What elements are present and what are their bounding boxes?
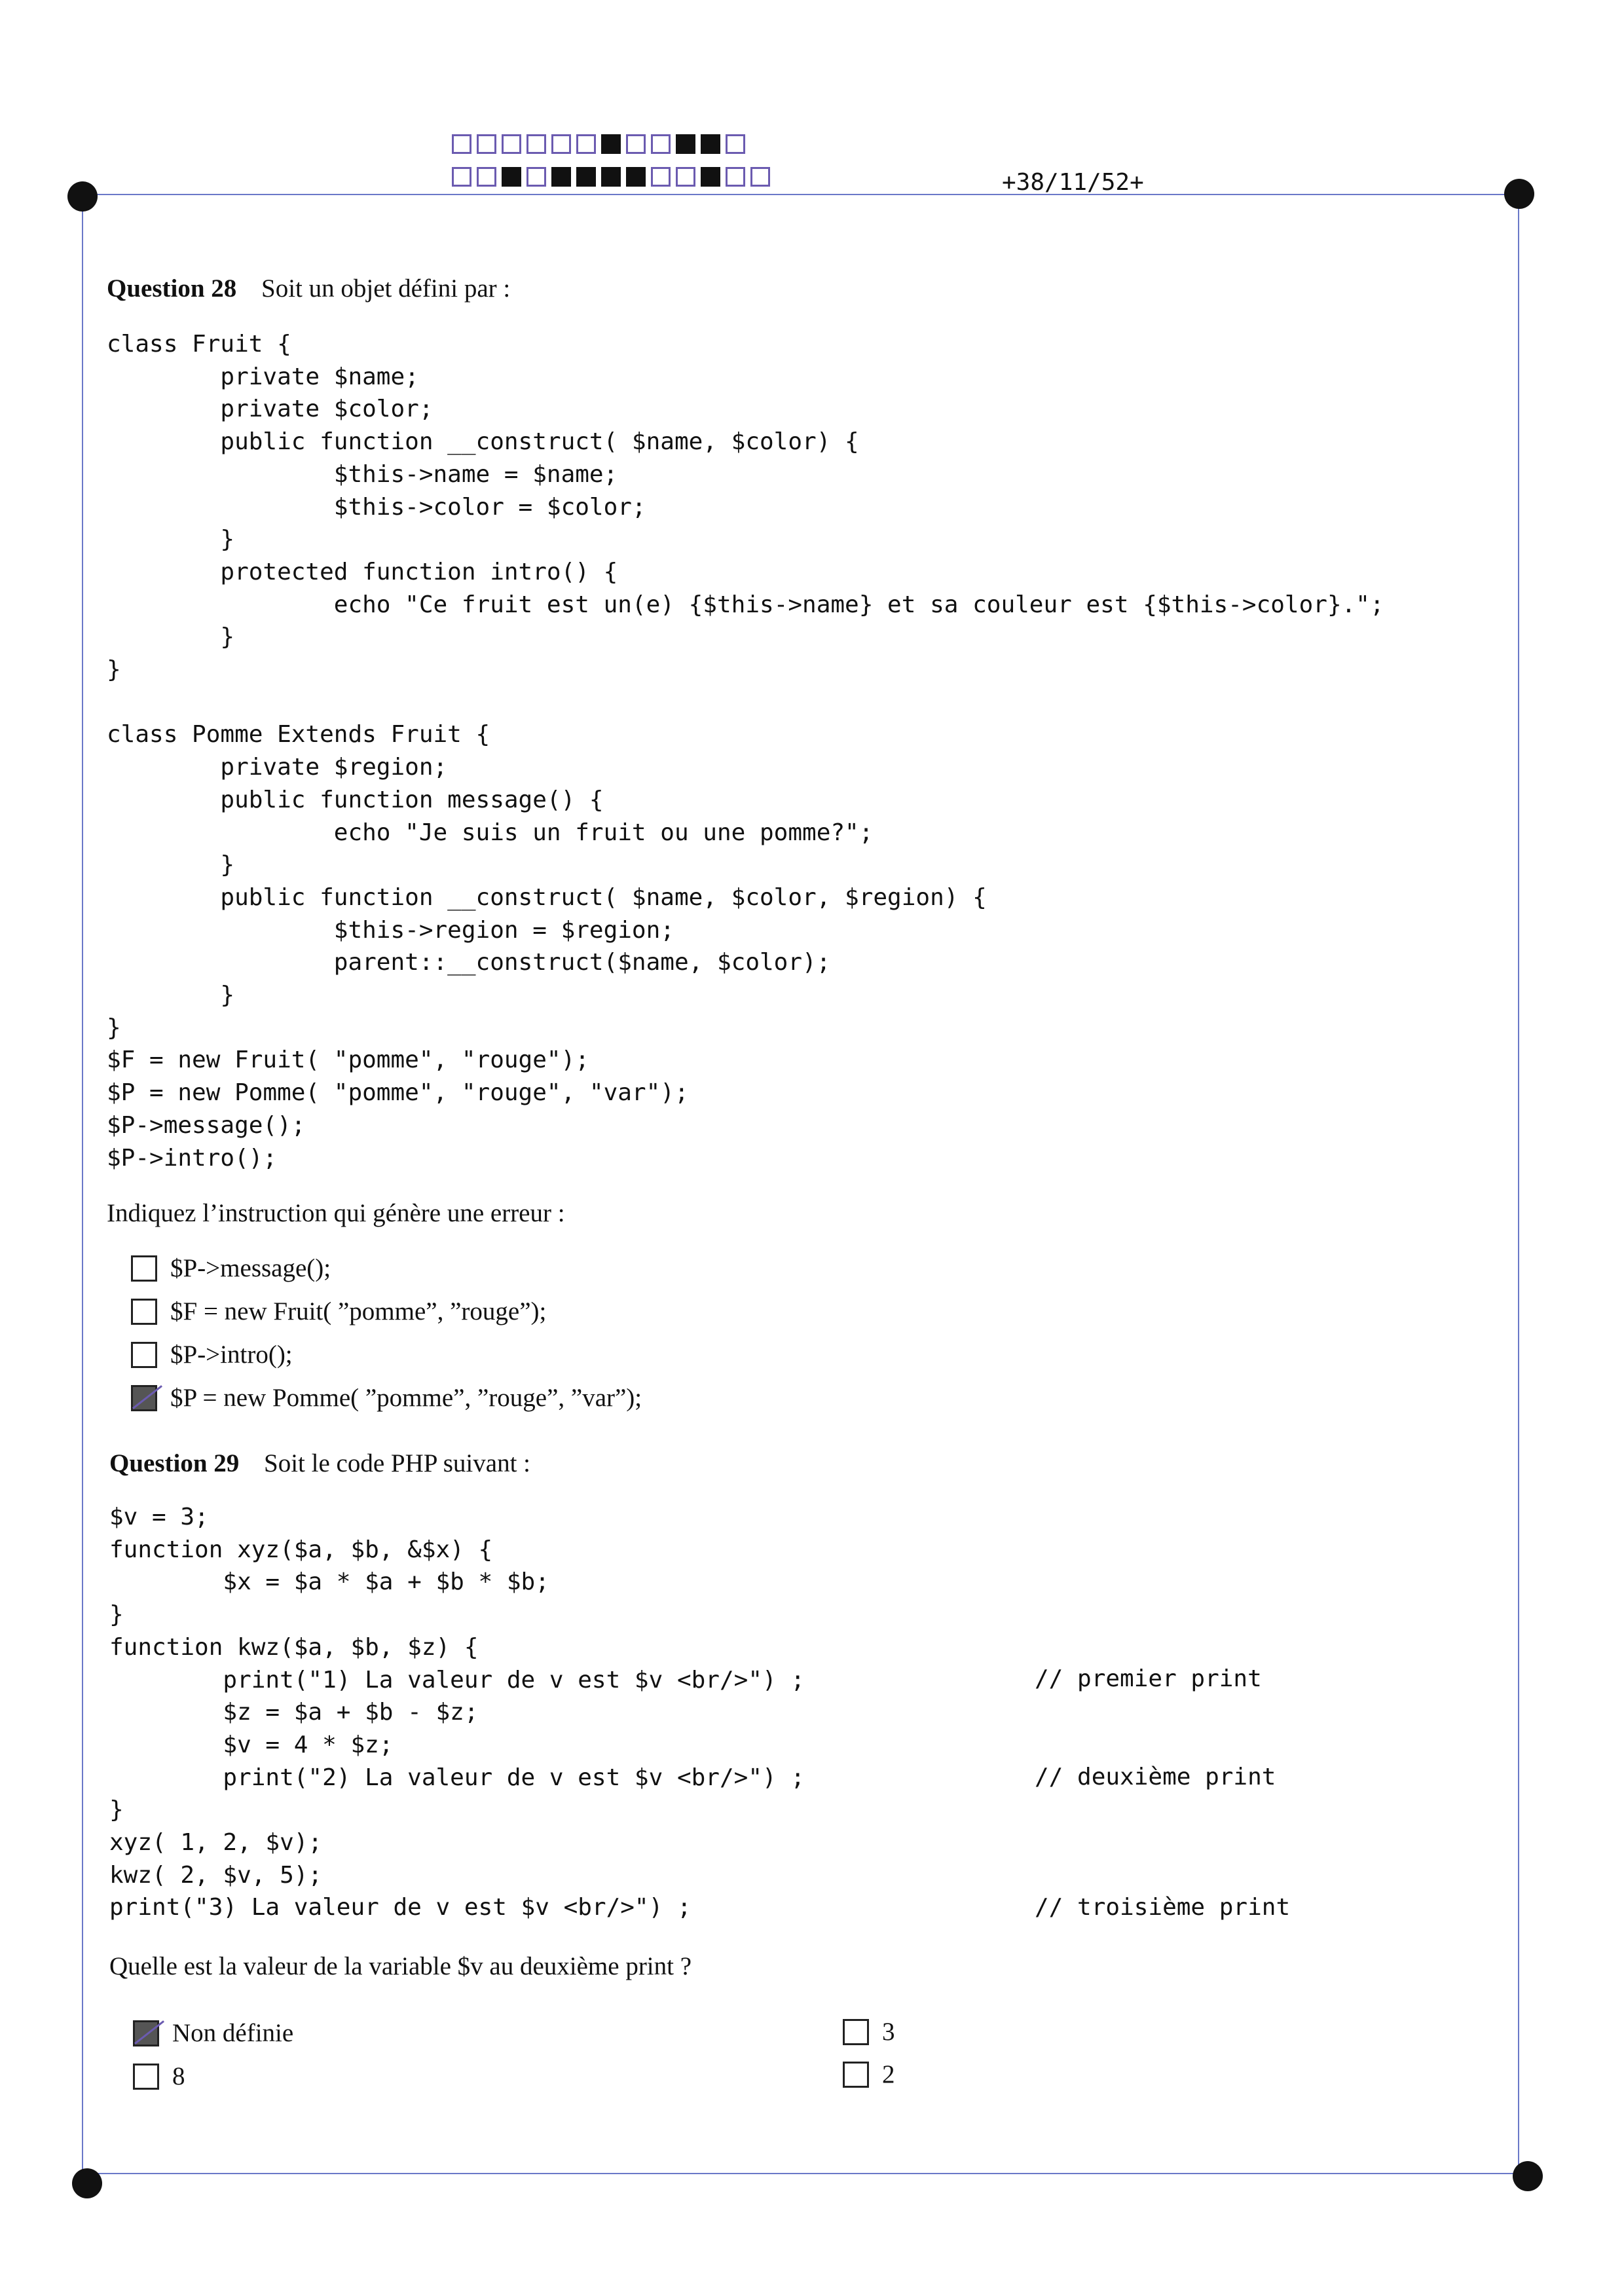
id-box [526,167,546,187]
question-28-heading [107,274,510,303]
comment-troisieme-print: // troisième print [1035,1894,1291,1921]
frame-top [82,194,1519,195]
question-29-text: Quelle est la valeur de la variable $v au deuxième print ? [109,1952,692,1980]
code-line: $P->intro(); [107,1144,278,1172]
id-box [576,134,596,154]
q28-option-4-label: $P = new Pomme( ”pomme”, ”rouge”, ”var”); [170,1384,642,1412]
code-line: class Pomme Extends Fruit { [107,721,490,749]
code-line: function xyz($a, $b, &$x) { [109,1536,493,1563]
q29-option-2-label: 8 [172,2062,185,2090]
code-line: echo "Ce fruit est un(e) {$this->name} et sa couleur est {$this->color}."; [107,591,1384,618]
id-box [726,134,745,154]
id-box [750,167,770,187]
corner-mark-top-left [67,181,98,212]
code-line: xyz( 1, 2, $v); [109,1829,323,1856]
comment-premier-print: // premier print [1035,1665,1262,1692]
code-line: } [109,1601,124,1629]
page-id: +38/11/52+ [1002,169,1144,196]
code-line: protected function intro() { [107,558,618,585]
id-box [477,134,496,154]
frame-bottom [88,2173,1529,2174]
id-box [477,167,496,187]
question-prompt: Soit un objet défini par : [261,274,511,303]
corner-mark-top-right [1504,179,1534,209]
id-box [701,167,720,187]
code-line: $this->color = $color; [107,493,646,521]
code-line: print("3) La valeur de v est $v <br/>") ; [109,1894,692,1921]
q28-option-3-label: $P->intro(); [170,1341,293,1369]
id-box [601,134,621,154]
code-line: class Fruit { [107,331,291,358]
id-box [651,167,671,187]
question-number: Question 29 [109,1449,240,1477]
code-line: public function __construct( $name, $color, $region) { [107,883,987,911]
code-line: private $region; [107,754,448,781]
question-29-heading [109,1449,530,1478]
q29-option-4-checkbox[interactable] [843,2062,869,2088]
id-box [502,134,521,154]
q28-option-2-label: $F = new Fruit( ”pomme”, ”rouge”); [170,1297,547,1325]
question-number: Question 28 [107,274,237,303]
code-line: print("2) La valeur de v est $v <br/>") ; [109,1764,805,1791]
corner-mark-bottom-right [1513,2161,1543,2191]
code-line: } [107,1014,121,1041]
q29-option-1-label: Non définie [172,2019,294,2047]
code-line: kwz( 2, $v, 5); [109,1861,323,1889]
code-line: $P = new Pomme( "pomme", "rouge", "var"); [107,1079,689,1107]
id-box [502,167,521,187]
id-box [626,134,646,154]
id-box-row-2 [452,167,775,187]
q29-option-1[interactable] [133,2018,293,2048]
q29-option-1-checkbox[interactable] [133,2020,159,2046]
code-line: } [107,982,235,1009]
q28-option-1-label: $P->message(); [170,1254,331,1282]
q28-option-3[interactable] [131,1340,293,1369]
id-box [452,134,471,154]
q28-option-4-checkbox[interactable] [131,1385,157,1411]
q29-option-4-label: 2 [882,2060,895,2088]
code-line: $this->name = $name; [107,460,618,488]
id-box [526,134,546,154]
q29-option-4[interactable] [843,2060,895,2089]
code-line: $v = 4 * $z; [109,1731,394,1758]
code-line: } [107,851,235,879]
q29-option-3[interactable] [843,2017,895,2046]
code-line: } [107,656,121,683]
code-line: $z = $a + $b - $z; [109,1699,479,1726]
q29-option-2-checkbox[interactable] [133,2064,159,2090]
code-line: private $name; [107,363,419,390]
code-line: $x = $a * $a + $b * $b; [109,1568,549,1596]
code-line: print("1) La valeur de v est $v <br/>") ; [109,1666,805,1694]
code-line: public function message() { [107,786,604,813]
code-line: $F = new Fruit( "pomme", "rouge"); [107,1046,589,1074]
id-box-row-1 [452,134,750,154]
corner-mark-bottom-left [72,2168,102,2198]
id-box [551,134,571,154]
q29-option-3-label: 3 [882,2018,895,2046]
code-line: parent::__construct($name, $color); [107,949,831,976]
id-box [452,167,471,187]
id-box [551,167,571,187]
code-line: $P->message(); [107,1111,306,1139]
id-box [651,134,671,154]
id-box [626,167,646,187]
frame-right [1518,194,1519,2178]
q28-option-2-checkbox[interactable] [131,1299,157,1325]
code-line: echo "Je suis un fruit ou une pomme?"; [107,819,874,846]
frame-left [82,194,83,2188]
q28-option-1-checkbox[interactable] [131,1255,157,1282]
question-28-text: Indiquez l’instruction qui génère une erreur : [107,1199,565,1227]
q28-option-4[interactable] [131,1383,642,1413]
code-line: private $color; [107,396,434,423]
code-line: $v = 3; [109,1504,209,1530]
q28-option-1[interactable] [131,1253,331,1283]
code-line: } [107,623,235,651]
q28-option-3-checkbox[interactable] [131,1342,157,1368]
id-box [676,134,695,154]
id-box [601,167,621,187]
q29-option-2[interactable] [133,2062,185,2091]
id-box [576,167,596,187]
code-line: function kwz($a, $b, $z) { [109,1633,479,1661]
id-box [676,167,695,187]
code-line: $this->region = $region; [107,916,674,944]
comment-deuxieme-print: // deuxième print [1035,1764,1276,1790]
code-line: } [109,1796,124,1824]
question-prompt: Soit le code PHP suivant : [264,1449,530,1477]
q29-option-3-checkbox[interactable] [843,2019,869,2045]
code-line: public function __construct( $name, $color) { [107,428,859,456]
id-box [701,134,720,154]
code-line: } [107,526,235,553]
id-box [726,167,745,187]
q28-option-2[interactable] [131,1297,546,1326]
